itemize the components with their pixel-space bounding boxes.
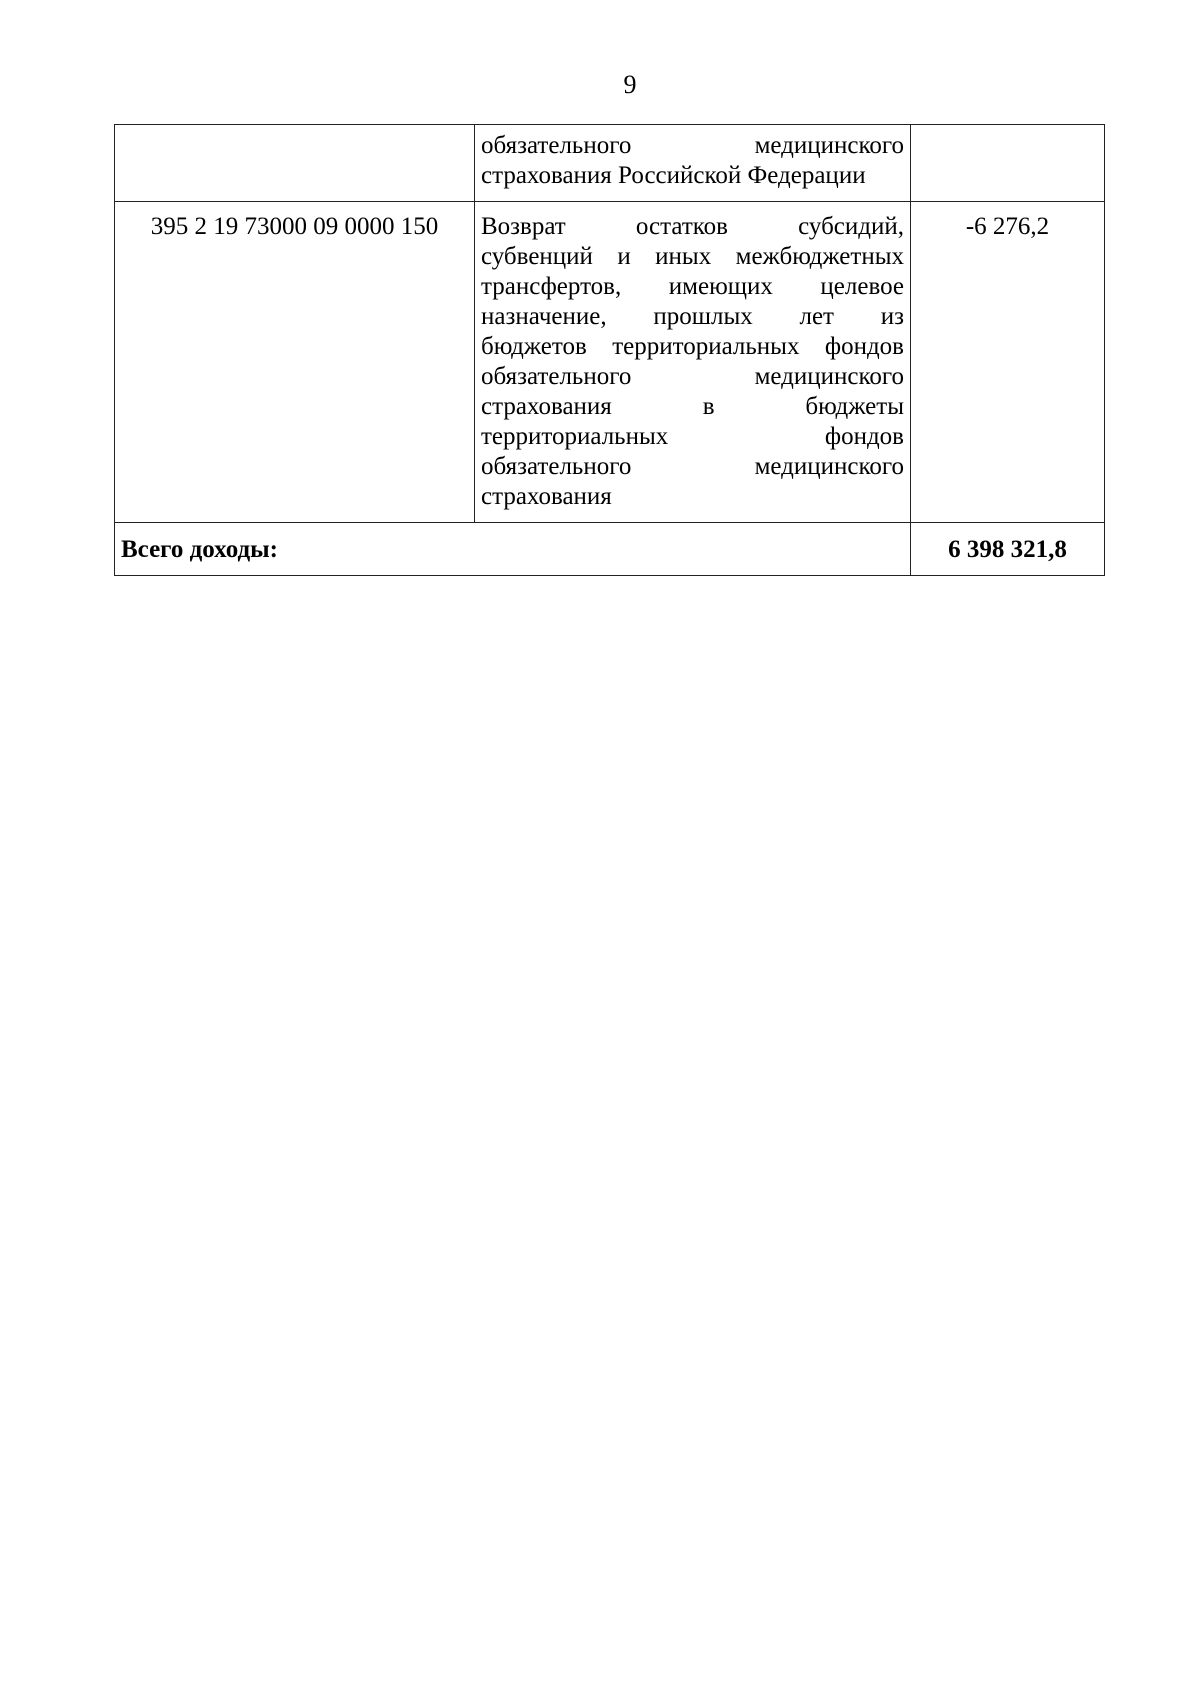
description-line: страхования Российской Федерации <box>481 162 866 189</box>
description-line: Возврат остатков субсидий, <box>481 213 904 240</box>
page-number: 9 <box>623 70 637 99</box>
amount-cell: -6 276,2 <box>911 202 1105 523</box>
code-cell: 395 2 19 73000 09 0000 150 <box>115 202 475 523</box>
total-label: Всего доходы: <box>115 523 911 576</box>
table-row <box>115 202 1105 523</box>
revenue-table <box>114 124 1105 576</box>
description-line: субвенций и иных межбюджетных <box>481 243 904 270</box>
description-line: бюджетов территориальных фондов <box>481 333 904 360</box>
description-line: обязательного медицинского <box>481 363 904 390</box>
description-line: территориальных фондов <box>481 423 904 450</box>
description-line: страхования <box>481 483 612 510</box>
description-cell <box>475 202 911 523</box>
total-amount: 6 398 321,8 <box>911 523 1105 576</box>
code-cell <box>115 125 475 202</box>
description-line: обязательного медицинского <box>481 453 904 480</box>
amount-cell <box>911 125 1105 202</box>
description-line: обязательного медицинского <box>481 132 904 159</box>
table-row <box>115 125 1105 202</box>
description-line: назначение, прошлых лет из <box>481 303 904 330</box>
description-line: трансфертов, имеющих целевое <box>481 273 904 300</box>
description-line: страхования в бюджеты <box>481 393 904 420</box>
total-row <box>115 523 1105 576</box>
description-cell <box>475 125 911 202</box>
